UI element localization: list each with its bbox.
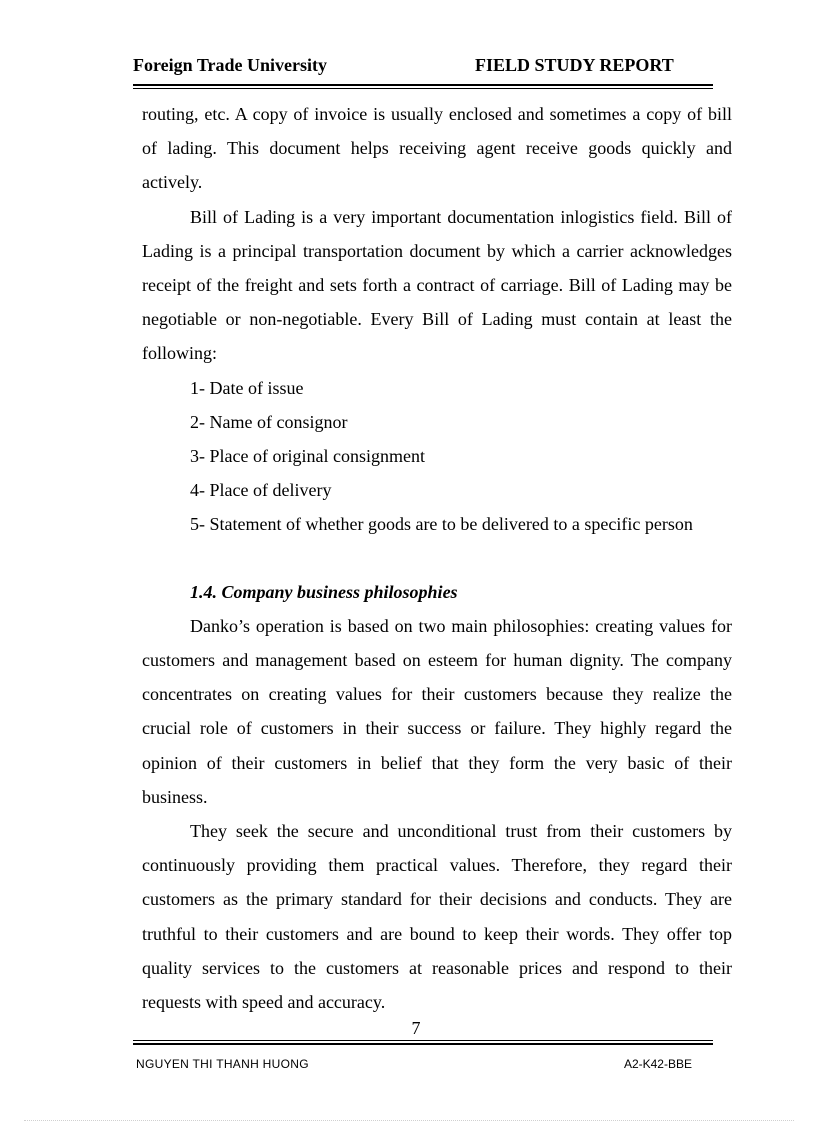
header-report-title: FIELD STUDY REPORT — [475, 55, 674, 75]
footer-rule-bottom — [133, 1043, 713, 1045]
footer-class-code: A2-K42-BBE — [623, 1057, 692, 1071]
page-edge-dots — [24, 1120, 794, 1121]
paragraph-philosophies: Danko’s operation is based on two main philosophies: creating values for customers and management based on esteem for human dignity. The company concentrates on creating values for their customers because they realize the crucial role of customers in their success or failure. They highly regard the opinion of their customers in belief that they form the very basic of their business. — [142, 615, 732, 807]
list-item: 5- Statement of whether goods are to be delivered to a specific person — [190, 514, 693, 535]
body-text — [142, 97, 732, 1019]
list-item: 4- Place of delivery — [190, 480, 332, 501]
section-heading: 1.4. Company business philosophies — [190, 581, 458, 602]
page-footer — [136, 1056, 692, 1072]
paragraph-bill-of-lading: Bill of Lading is a very important documentation inlogistics field. Bill of Lading is a principal transportation document by which a carrier acknowledges receipt of the freight and sets forth a contract of carriage. Bill of Lading may be negotiable or non-negotiable. Every Bill of Lading must contain at least the following: — [142, 206, 732, 364]
header-rule-top — [133, 84, 713, 86]
header-university: Foreign Trade University — [133, 55, 327, 75]
footer-author: NGUYEN THI THANH HUONG — [136, 1057, 309, 1071]
section-spacer — [142, 542, 732, 575]
footer-rule-top — [133, 1040, 713, 1041]
list-item: 2- Name of consignor — [190, 411, 348, 432]
header-rule-bottom — [133, 88, 713, 89]
paragraph-invoice: routing, etc. A copy of invoice is usually enclosed and sometimes a copy of bill of lading. This document helps receiving agent receive goods quickly and actively. — [142, 104, 732, 193]
list-item: 1- Date of issue — [190, 377, 304, 398]
page-number: 7 — [411, 1018, 421, 1038]
page-header — [133, 54, 713, 76]
paragraph-trust: They seek the secure and unconditional trust from their customers by continuously providing them practical values. Therefore, they regard their customers as the primary standard for their decisions and conducts. They are truthful to their customers and are bound to keep their words. They offer top quality services to the customers at reasonable prices and respond to their requests with speed and accuracy. — [142, 821, 732, 1013]
list-item: 3- Place of original consignment — [190, 446, 425, 467]
